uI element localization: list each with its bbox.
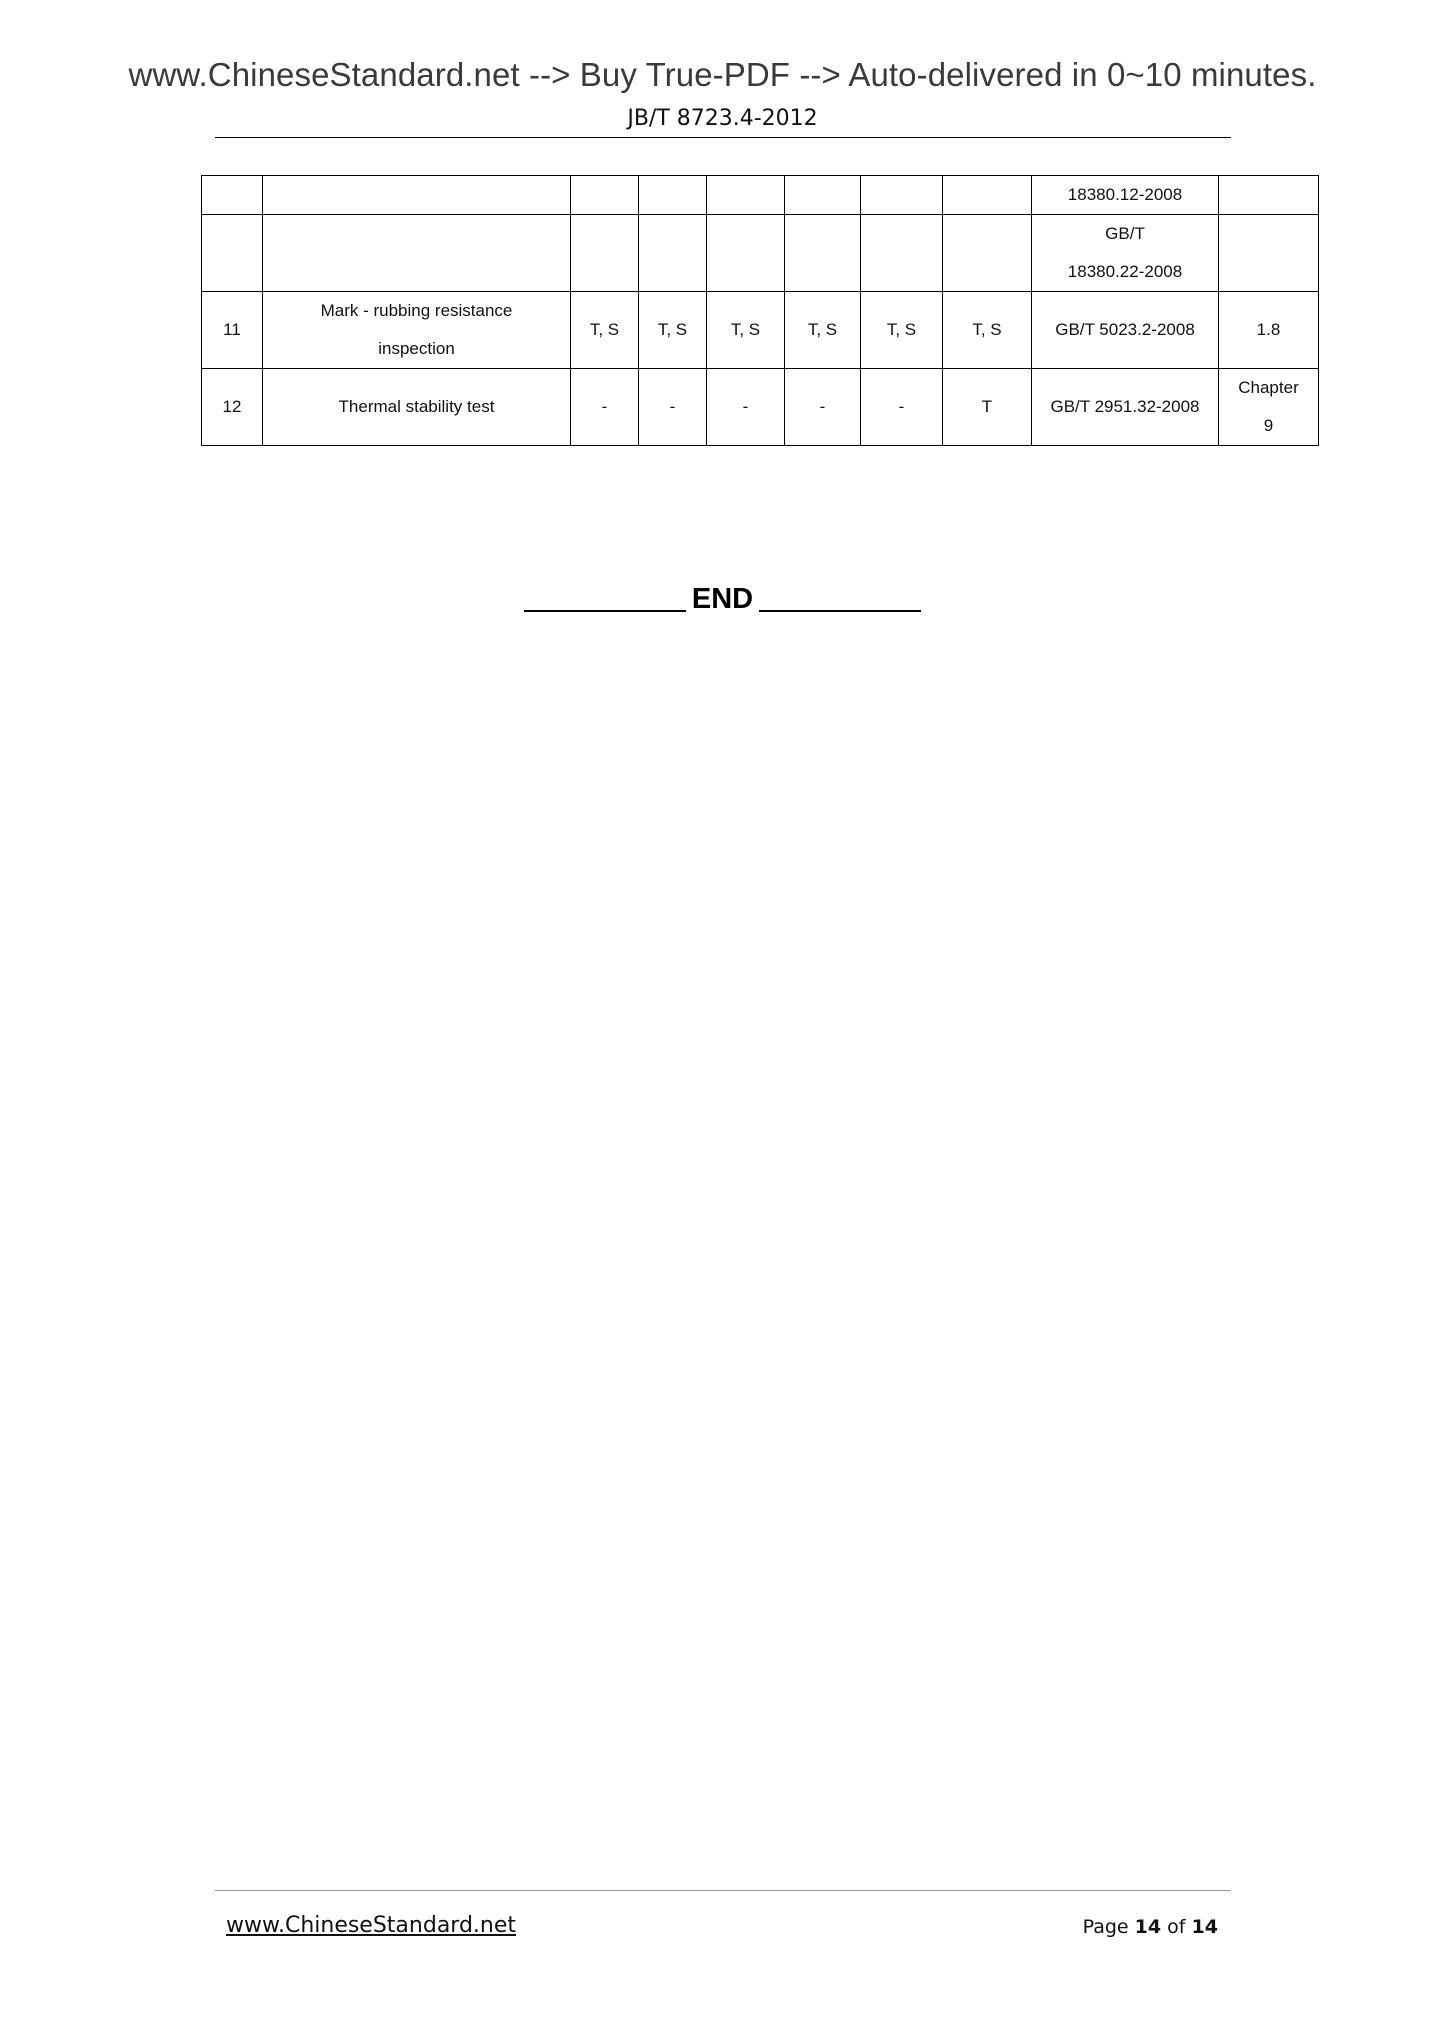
table-cell-c3 (707, 176, 785, 215)
table-cell-c5: T, S (861, 292, 943, 369)
table-cell-c2 (639, 215, 707, 292)
table-cell-c2: T, S (639, 292, 707, 369)
cell-line: GB/T (1105, 224, 1145, 243)
table-cell-c4: - (785, 369, 861, 446)
table-row (202, 292, 1319, 369)
cell-line: 1.8 (1256, 320, 1281, 339)
table-cell-method (1032, 176, 1219, 215)
table-cell-method (1032, 215, 1219, 292)
header-divider (215, 137, 1231, 138)
table-cell-c3: - (707, 369, 785, 446)
cell-line: Chapter (1238, 378, 1299, 397)
table-cell-item (263, 369, 571, 446)
table-cell-item (263, 215, 571, 292)
table-cell-method (1032, 292, 1219, 369)
table-cell-c5 (861, 176, 943, 215)
table-row (202, 215, 1319, 292)
page-prefix: Page (1082, 1916, 1129, 1938)
document-code: JB/T 8723.4-2012 (627, 106, 818, 131)
page-current: 14 (1134, 1916, 1162, 1938)
inspection-table (201, 175, 1319, 446)
page-of: of (1167, 1916, 1186, 1938)
end-text: END (691, 583, 754, 615)
table-cell-c6: T, S (943, 292, 1032, 369)
end-right-rule (759, 610, 921, 612)
table-cell-c2 (639, 176, 707, 215)
table-cell-c6: T (943, 369, 1032, 446)
table-cell-c4 (785, 215, 861, 292)
table-cell-c1: T, S (571, 292, 639, 369)
table-row (202, 369, 1319, 446)
cell-line: 18380.12-2008 (1067, 185, 1183, 204)
table-cell-c2: - (639, 369, 707, 446)
footer-divider (215, 1890, 1231, 1891)
table-cell-no (202, 215, 263, 292)
cell-line: Thermal stability test (338, 397, 495, 416)
table-cell-c3: T, S (707, 292, 785, 369)
page-total: 14 (1191, 1916, 1218, 1938)
table-cell-no: 12 (202, 369, 263, 446)
end-left-rule (524, 610, 686, 612)
table-cell-c1: - (571, 369, 639, 446)
cell-line: GB/T 2951.32-2008 (1050, 397, 1200, 416)
table-cell-clause (1219, 176, 1319, 215)
cell-line: 9 (1263, 416, 1274, 435)
table-cell-c4 (785, 176, 861, 215)
table-cell-clause (1219, 292, 1319, 369)
table-cell-c1 (571, 215, 639, 292)
table-cell-c6 (943, 176, 1032, 215)
table-cell-method (1032, 369, 1219, 446)
table-cell-item (263, 292, 571, 369)
table-cell-item (263, 176, 571, 215)
cell-line: 18380.22-2008 (1067, 262, 1183, 281)
table-cell-no: 11 (202, 292, 263, 369)
cell-line: GB/T 5023.2-2008 (1055, 320, 1195, 339)
end-marker (0, 583, 1445, 616)
site-banner: www.ChineseStandard.net --> Buy True-PDF --> Auto-delivered in 0~10 minutes. (128, 56, 1317, 93)
table-cell-no (202, 176, 263, 215)
table-cell-c5: - (861, 369, 943, 446)
table-row (202, 176, 1319, 215)
table-cell-c6 (943, 215, 1032, 292)
page-number (1083, 1916, 1218, 1938)
cell-line: Mark - rubbing resistance (320, 301, 513, 320)
table-cell-clause (1219, 369, 1319, 446)
table-cell-c1 (571, 176, 639, 215)
table-body (202, 176, 1319, 446)
table-cell-c3 (707, 215, 785, 292)
table-cell-clause (1219, 215, 1319, 292)
footer-website-link[interactable]: www.ChineseStandard.net (226, 1913, 517, 1938)
table-cell-c5 (861, 215, 943, 292)
table-cell-c4: T, S (785, 292, 861, 369)
cell-line: inspection (378, 339, 455, 358)
